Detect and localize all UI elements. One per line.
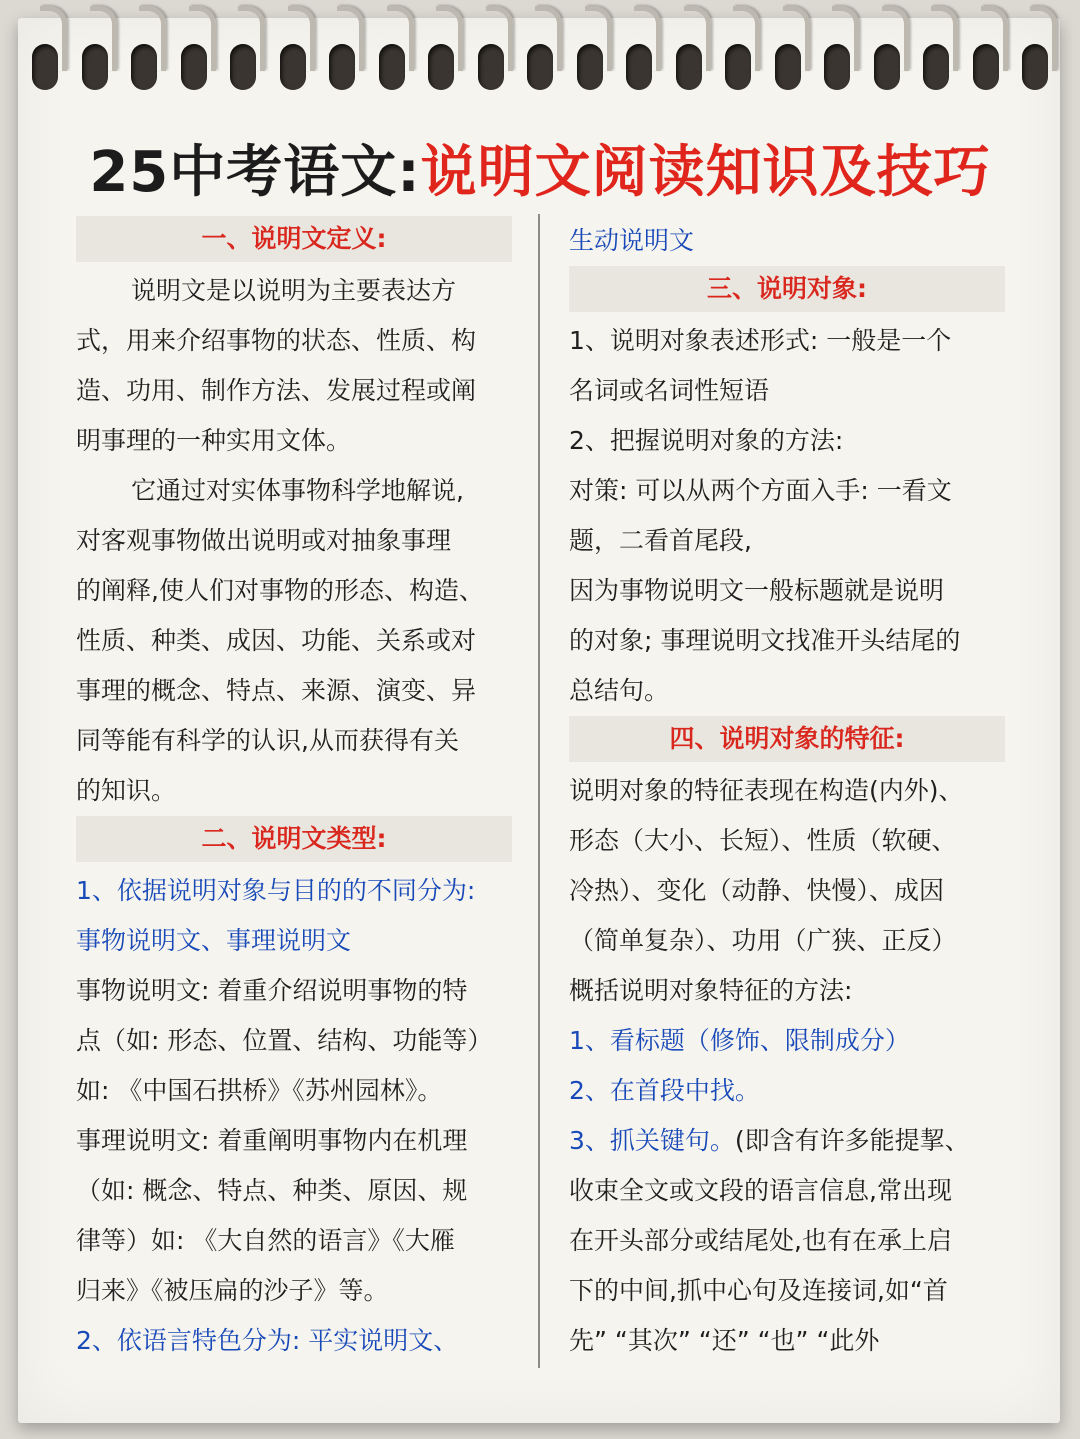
binding-ring (127, 6, 163, 90)
binding-wire (238, 6, 265, 71)
text-line: 律等）如: 《大自然的语言》《大雁 (76, 1226, 455, 1255)
binding-ring (870, 6, 906, 90)
binding-ring (325, 6, 361, 90)
column-divider (538, 214, 540, 1368)
text-line-highlight: 1、看标题（修饰、限制成分） (569, 1026, 910, 1055)
binding-wire (882, 6, 909, 71)
text-line-highlight: 2、依语言特色分为: 平实说明文、 (76, 1326, 459, 1355)
binding-wire (139, 6, 166, 71)
binding-wire (288, 6, 315, 71)
binding-wire (931, 6, 958, 71)
text-line: 的阐释,使人们对事物的形态、构造、 (76, 576, 484, 605)
text-line-mixed (569, 1116, 1005, 1166)
section-heading-features: 四、说明对象的特征: (569, 716, 1005, 762)
text-line: 事理的概念、特点、来源、演变、异 (76, 676, 477, 705)
binding-wire (387, 6, 414, 71)
binding-ring (919, 6, 955, 90)
spiral-binding (0, 0, 1080, 100)
text-line: 归来》《被压扁的沙子》等。 (76, 1276, 389, 1305)
binding-ring (78, 6, 114, 90)
binding-wire (436, 6, 463, 71)
binding-wire (832, 6, 859, 71)
text-line-highlight: 事物说明文、事理说明文 (76, 926, 352, 955)
binding-ring (177, 6, 213, 90)
text-line-highlight: 1、依据说明对象与目的的不同分为: (76, 876, 476, 905)
binding-wire (1030, 6, 1057, 71)
text-line: 在开头部分或结尾处,也有在承上启 (569, 1226, 952, 1255)
text-line: 点（如: 形态、位置、结构、功能等） (76, 1026, 493, 1055)
binding-ring (573, 6, 609, 90)
text-line: 说明文是以说明为主要表达方 (131, 276, 457, 305)
binding-ring (969, 6, 1005, 90)
binding-wire (40, 6, 67, 71)
section-heading-definition: 一、说明文定义: (76, 216, 512, 262)
binding-wire (634, 6, 661, 71)
text-line: 对策: 可以从两个方面入手: 一看文 (569, 476, 952, 505)
binding-wire (585, 6, 612, 71)
binding-wire (535, 6, 562, 71)
text-line: 它通过对实体事物科学地解说, (131, 476, 464, 505)
binding-ring (1018, 6, 1054, 90)
title-prefix: 25中考语文: (89, 140, 421, 205)
title-highlight: 说明文阅读知识及技巧 (420, 140, 991, 205)
binding-wire (486, 6, 513, 71)
text-line: 造、功用、制作方法、发展过程或阐 (76, 376, 477, 405)
text-line: 的对象; 事理说明文找准开头结尾的 (569, 626, 961, 655)
text-line: （简单复杂）、功用（广狭、正反） (569, 926, 957, 955)
binding-ring (523, 6, 559, 90)
binding-ring (276, 6, 312, 90)
text-line: （如: 概念、特点、种类、原因、规 (76, 1176, 468, 1205)
binding-ring (771, 6, 807, 90)
highlight-fragment: 3、抓关键句。 (569, 1126, 735, 1155)
text-line: 2、把握说明对象的方法: (569, 426, 844, 455)
text-line: 式，用来介绍事物的状态、性质、构 (76, 326, 477, 355)
binding-ring (375, 6, 411, 90)
text-line: 对客观事物做出说明或对抽象事理 (76, 526, 452, 555)
page-title (0, 128, 1080, 208)
text-line: 事物说明文: 着重介绍说明事物的特 (76, 976, 468, 1005)
text-line: 总结句。 (569, 676, 670, 705)
binding-ring (820, 6, 856, 90)
binding-ring (226, 6, 262, 90)
text-line-highlight: 生动说明文 (569, 226, 695, 255)
binding-wire (981, 6, 1008, 71)
binding-wire (733, 6, 760, 71)
text-line: 因为事物说明文一般标题就是说明 (569, 576, 945, 605)
plain-fragment: (即含有许多能提挈、 (734, 1126, 970, 1155)
binding-ring (672, 6, 708, 90)
text-line-highlight: 2、在首段中找。 (569, 1076, 760, 1105)
text-line: 冷热）、变化（动静、快慢）、成因 (569, 876, 945, 905)
text-line: 同等能有科学的认识,从而获得有关 (76, 726, 459, 755)
section-heading-object: 三、说明对象: (569, 266, 1005, 312)
binding-ring (474, 6, 510, 90)
binding-wire (189, 6, 216, 71)
text-line: 事理说明文: 着重阐明事物内在机理 (76, 1126, 468, 1155)
text-line: 性质、种类、成因、功能、关系或对 (76, 626, 477, 655)
section-heading-types: 二、说明文类型: (76, 816, 512, 862)
binding-wire (783, 6, 810, 71)
text-line: 如: 《中国石拱桥》《苏州园林》。 (76, 1076, 443, 1105)
binding-wire (337, 6, 364, 71)
binding-ring (28, 6, 64, 90)
text-line: 形态（大小、长短）、性质（软硬、 (569, 826, 957, 855)
binding-ring (622, 6, 658, 90)
text-line: 说明对象的特征表现在构造(内外)、 (569, 776, 964, 805)
binding-wire (684, 6, 711, 71)
binding-ring (721, 6, 757, 90)
text-line: 的知识。 (76, 776, 177, 805)
text-line: 先” “其次” “还” “也” “此外 (569, 1326, 880, 1355)
text-line: 题，二看首尾段, (569, 526, 752, 555)
binding-ring (424, 6, 460, 90)
binding-wire (90, 6, 117, 71)
text-line: 概括说明对象特征的方法: (569, 976, 853, 1005)
left-column (76, 216, 512, 1366)
text-line: 收束全文或文段的语言信息,常出现 (569, 1176, 952, 1205)
text-line: 名词或名词性短语 (569, 376, 770, 405)
text-line: 下的中间,抓中心句及连接词,如“首 (569, 1276, 948, 1305)
right-column (569, 216, 1005, 1366)
text-line: 1、说明对象表述形式: 一般是一个 (569, 326, 952, 355)
text-line: 明事理的一种实用文体。 (76, 426, 352, 455)
